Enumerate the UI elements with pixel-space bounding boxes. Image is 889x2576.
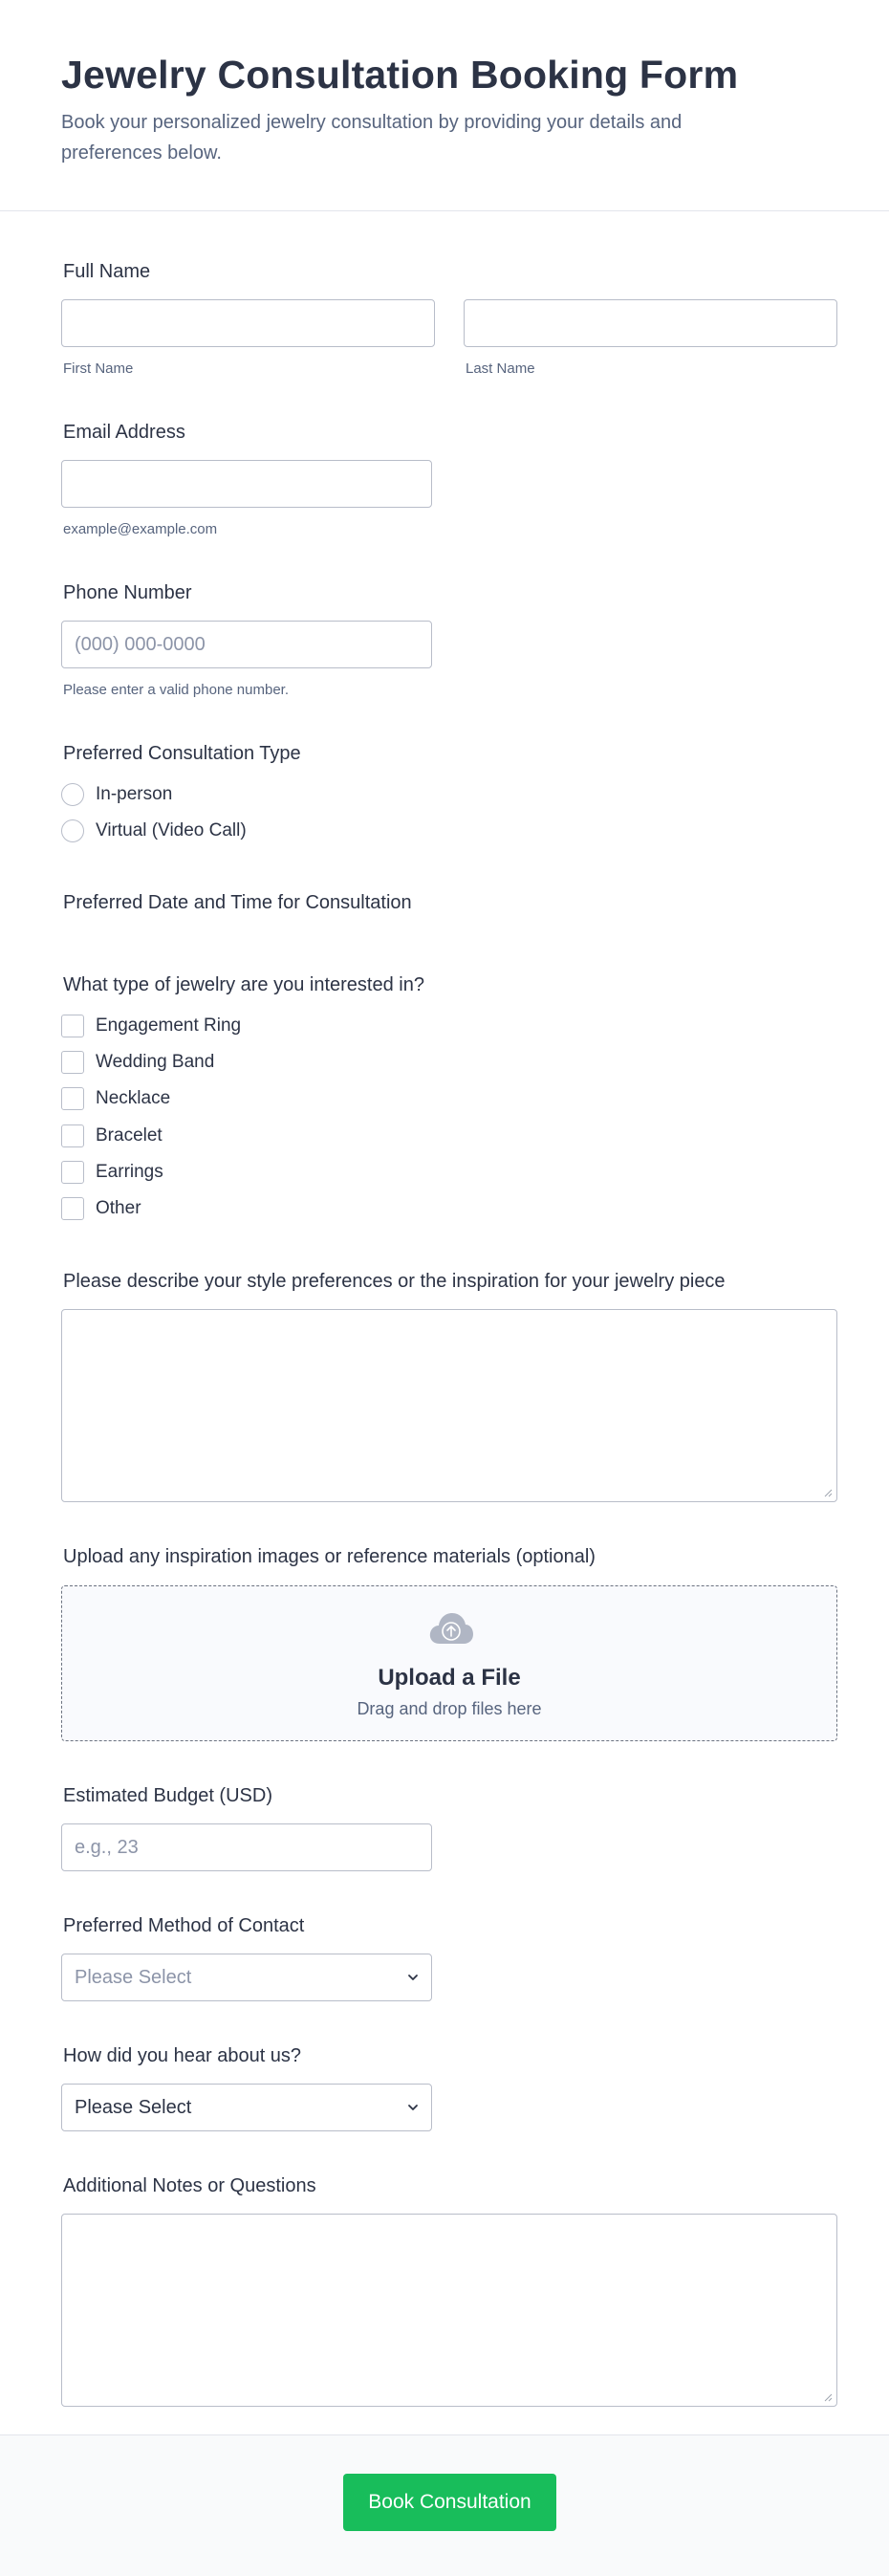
select-value: Please Select xyxy=(75,1966,192,1988)
referral-select[interactable] xyxy=(61,2084,432,2131)
style-textarea[interactable] xyxy=(61,1309,837,1502)
checkbox-label: Other xyxy=(96,1198,141,1218)
notes-label: Additional Notes or Questions xyxy=(63,2175,316,2196)
style-label: Please describe your style preferences or the inspiration for your jewelry piece xyxy=(63,1271,726,1292)
radio-virtual[interactable] xyxy=(61,819,247,843)
radio-label: Virtual (Video Call) xyxy=(96,820,247,840)
last-name-input[interactable] xyxy=(464,299,837,347)
date-time-label: Preferred Date and Time for Consultation xyxy=(63,892,412,913)
form-header xyxy=(0,0,889,211)
email-label: Email Address xyxy=(63,422,185,443)
upload-label: Upload any inspiration images or reference materials (optional) xyxy=(63,1546,596,1567)
first-name-input[interactable] xyxy=(61,299,435,347)
checkbox[interactable] xyxy=(61,1161,84,1184)
contact-method-select[interactable] xyxy=(61,1954,432,2001)
page-title: Jewelry Consultation Booking Form xyxy=(61,53,739,97)
checkbox[interactable] xyxy=(61,1124,84,1147)
phone-sublabel: Please enter a valid phone number. xyxy=(63,682,289,698)
checkbox-engagement-ring[interactable] xyxy=(61,1014,241,1038)
budget-input[interactable] xyxy=(61,1823,432,1871)
notes-textarea[interactable] xyxy=(61,2214,837,2407)
checkbox-wedding-band[interactable] xyxy=(61,1050,214,1075)
phone-input[interactable] xyxy=(61,621,432,668)
resize-grip-icon[interactable] xyxy=(823,2392,833,2402)
book-consultation-button[interactable]: Book Consultation xyxy=(343,2474,556,2531)
consultation-type-label: Preferred Consultation Type xyxy=(63,743,301,764)
full-name-label: Full Name xyxy=(63,261,151,282)
referral-label: How did you hear about us? xyxy=(63,2045,302,2066)
checkbox[interactable] xyxy=(61,1087,84,1110)
checkbox-earrings[interactable] xyxy=(61,1160,163,1185)
select-value: Please Select xyxy=(75,2096,192,2118)
radio-in-person[interactable] xyxy=(61,782,172,807)
upload-subtitle: Drag and drop files here xyxy=(357,1699,542,1718)
email-sublabel: example@example.com xyxy=(63,521,218,537)
chevron-down-icon xyxy=(406,2101,420,2114)
radio-label: In-person xyxy=(96,784,173,804)
checkbox-other[interactable] xyxy=(61,1196,141,1221)
checkbox-necklace[interactable] xyxy=(61,1086,170,1111)
checkbox-label: Engagement Ring xyxy=(96,1015,242,1036)
jewelry-type-label: What type of jewelry are you interested in? xyxy=(63,974,424,995)
email-input[interactable] xyxy=(61,460,432,508)
checkbox-label: Necklace xyxy=(96,1088,171,1108)
checkbox-label: Wedding Band xyxy=(96,1052,215,1072)
checkbox-label: Bracelet xyxy=(96,1125,163,1146)
upload-title: Upload a File xyxy=(378,1665,521,1691)
checkbox[interactable] xyxy=(61,1051,84,1074)
checkbox-bracelet[interactable] xyxy=(61,1124,163,1148)
form-footer xyxy=(0,2434,889,2576)
radio-button[interactable] xyxy=(61,819,84,842)
file-upload-dropzone[interactable] xyxy=(61,1585,837,1741)
radio-button[interactable] xyxy=(61,783,84,806)
phone-label: Phone Number xyxy=(63,582,192,603)
first-name-sublabel: First Name xyxy=(63,360,134,377)
checkbox-label: Earrings xyxy=(96,1162,163,1182)
resize-grip-icon[interactable] xyxy=(823,1488,833,1497)
contact-method-label: Preferred Method of Contact xyxy=(63,1915,305,1936)
checkbox[interactable] xyxy=(61,1197,84,1220)
last-name-sublabel: Last Name xyxy=(466,360,535,377)
chevron-down-icon xyxy=(406,1971,420,1984)
checkbox[interactable] xyxy=(61,1015,84,1037)
budget-label: Estimated Budget (USD) xyxy=(63,1785,272,1806)
cloud-upload-icon xyxy=(428,1611,474,1646)
page-subtitle: Book your personalized jewelry consultation by providing your details and preferences below. xyxy=(61,112,683,164)
